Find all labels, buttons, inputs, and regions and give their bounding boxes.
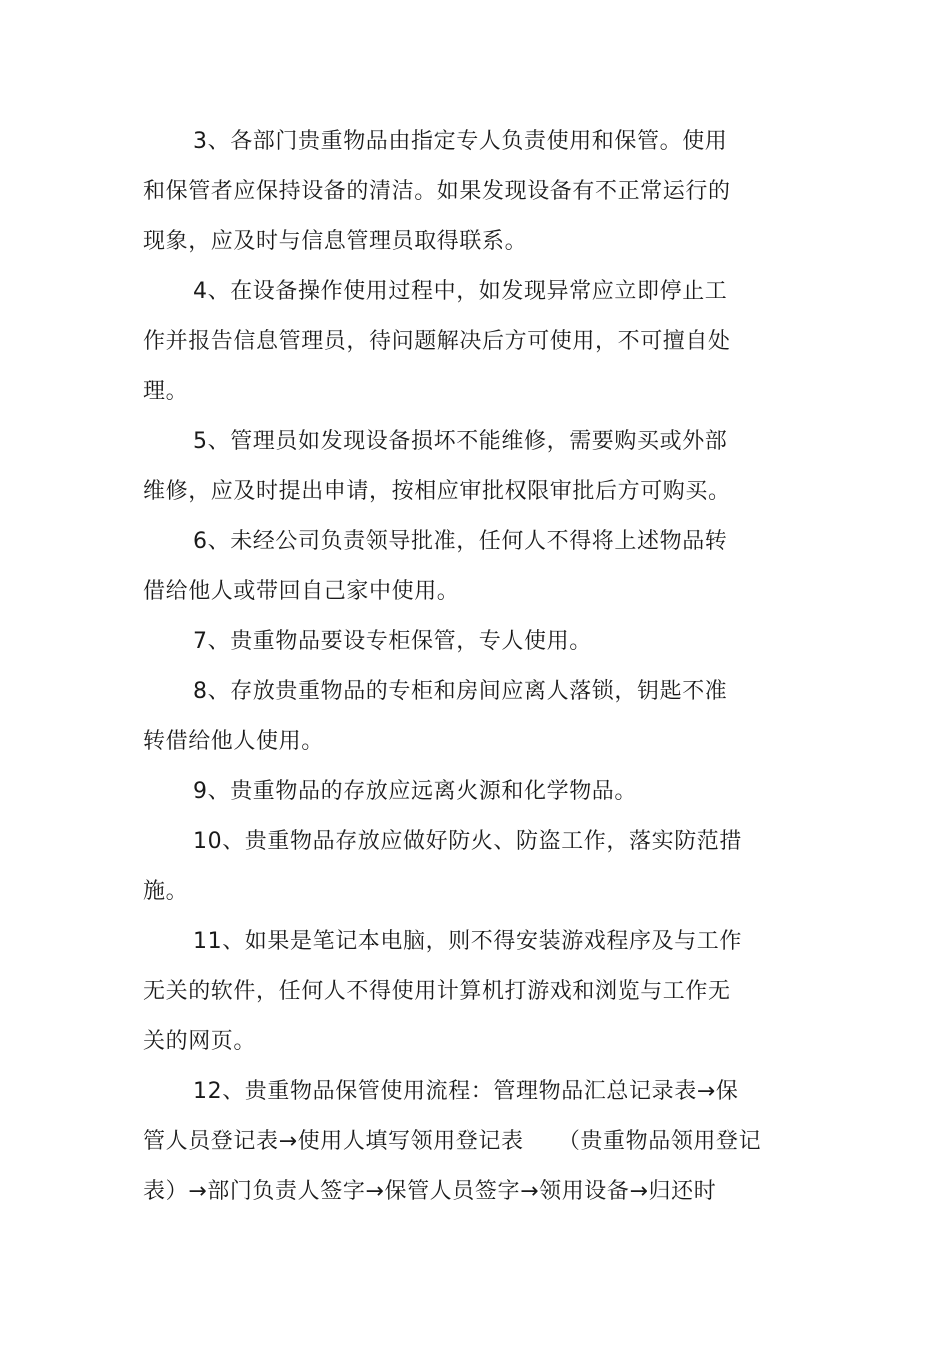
paragraph-12-line-1: 12、贵重物品保管使用流程：管理物品汇总记录表→保 (193, 1079, 739, 1104)
paragraph-7-line-1: 7、贵重物品要设专柜保管，专人使用。 (193, 629, 592, 654)
paragraph-10-line-2: 施。 (143, 879, 189, 904)
paragraph-5-line-2: 维修，应及时提出申请，按相应审批权限审批后方可购买。 (143, 479, 731, 504)
paragraph-4-line-1: 4、在设备操作使用过程中，如发现异常应立即停止工 (193, 279, 728, 304)
paragraph-12-line-2: 管人员登记表→使用人填写领用登记表 （贵重物品领用登记 (143, 1129, 762, 1154)
paragraph-3-line-1: 3、各部门贵重物品由指定专人负责使用和保管。使用 (193, 129, 728, 154)
paragraph-3-line-3: 现象，应及时与信息管理员取得联系。 (143, 229, 528, 254)
paragraph-4-line-2: 作并报告信息管理员，待问题解决后方可使用，不可擅自处 (143, 329, 731, 354)
paragraph-4-line-3: 理。 (143, 379, 189, 404)
paragraph-6-line-2: 借给他人或带回自己家中使用。 (143, 579, 460, 604)
paragraph-8-line-1: 8、存放贵重物品的专柜和房间应离人落锁，钥匙不准 (193, 679, 728, 704)
paragraph-12-line-3: 表）→部门负责人签字→保管人员签字→领用设备→归还时 (143, 1179, 717, 1204)
paragraph-9-line-1: 9、贵重物品的存放应远离火源和化学物品。 (193, 779, 637, 804)
paragraph-10-line-1: 10、贵重物品存放应做好防火、防盗工作，落实防范措 (193, 829, 742, 854)
paragraph-11-line-3: 关的网页。 (143, 1029, 257, 1054)
paragraph-5-line-1: 5、管理员如发现设备损坏不能维修，需要购买或外部 (193, 429, 728, 454)
paragraph-11-line-2: 无关的软件，任何人不得使用计算机打游戏和浏览与工作无 (143, 979, 731, 1004)
paragraph-11-line-1: 11、如果是笔记本电脑，则不得安装游戏程序及与工作 (193, 929, 742, 954)
paragraph-6-line-1: 6、未经公司负责领导批准，任何人不得将上述物品转 (193, 529, 728, 554)
paragraph-3-line-2: 和保管者应保持设备的清洁。如果发现设备有不正常运行的 (143, 179, 731, 204)
paragraph-8-line-2: 转借给他人使用。 (143, 729, 324, 754)
